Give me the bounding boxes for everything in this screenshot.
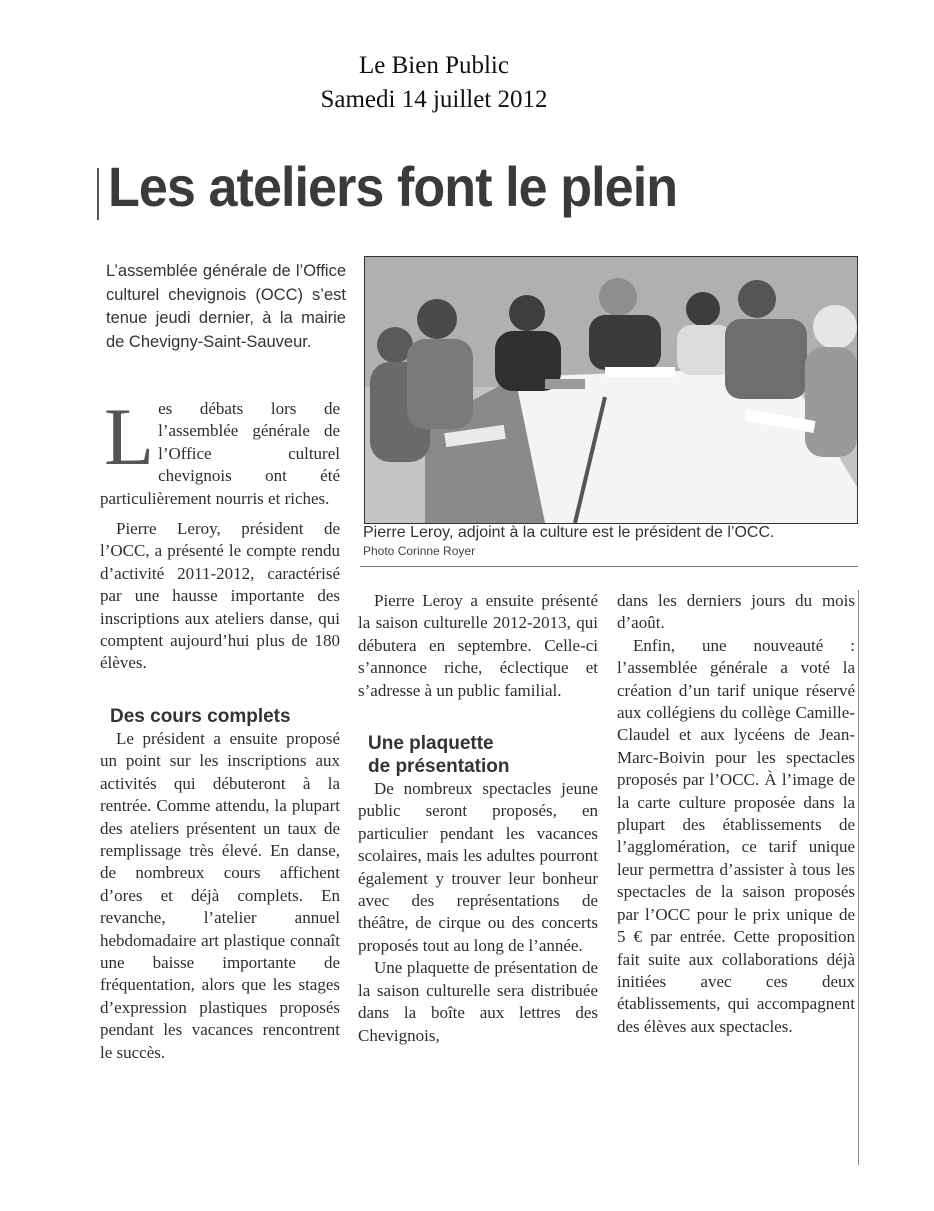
drop-cap: L [104,391,155,482]
article-column-2 [358,590,598,1047]
subheading-line: de présentation [368,756,510,778]
photo-caption: Pierre Leroy, adjoint à la culture est le président de l’OCC. [363,524,775,541]
paragraph: Enfin, une nouveauté : l’assemblée générale a voté la création d’un tarif unique réservé aux collégiens du collège Camille-Claudel et aux lycéens de Jean-Marc-Boivin pour les spectacles proposés par l’OCC. À l’image de la carte culture proposée dans la plupart des établissements de l’agglomération, ce tarif unique leur permettra d’assister à tous les spectacles de la saison proposés par l’OCC pour le prix unique de 5 € par entrée. Cette proposition fait suite aux collaborations déjà initiées avec ces deux établissements, qui accompagnent des élèves aux spectacles. [617,635,855,1036]
publication-date: Samedi 14 juillet 2012 [320,86,548,113]
paragraph: Le président a ensuite proposé un point sur les inscriptions aux activités qui débuteront à la rentrée. Comme attendu, la plupart des ateliers présentent un taux de remplissage très élevé. En danse, de nombreux cours affichent d’ores et déjà complets. En revanche, l’atelier annuel hebdomadaire art plastique connaît une baisse importante de fréquentation, alors que les stages d’expression plastiques proposés pendant les vacances rencontrent le succès. [100,728,340,1062]
paragraph: dans les derniers jours du mois d’août. [617,591,855,633]
article-photo [364,256,858,524]
publication-name: Le Bien Public [359,52,509,79]
subheading [368,732,598,778]
headline: Les ateliers font le plein [108,155,678,218]
subheading-line: Une plaquette [368,733,494,755]
paragraph [100,391,340,510]
subheading: Des cours complets [110,705,291,727]
meeting-photo-image [365,257,857,523]
caption-divider [360,566,858,567]
paragraph: De nombreux spectacles jeune public seront proposés, en particulier pendant les vacances scolaires, mais les adultes pourront également y trouver leur bonheur avec des représentations de théâtre, de cirque ou des concerts proposés tout au long de l’année. [358,779,598,955]
article-column-1 [100,391,340,1064]
paragraph: Une plaquette de présentation de la saison culturelle sera distribuée dans la boîte aux lettres des Chevignois, [358,958,598,1045]
article-lead: L’assemblée générale de l’Office culturel chevignois (OCC) s’est tenue jeudi dernier, à la mairie de Chevigny-Saint-Sauveur. [106,262,346,351]
photo-credit: Photo Corinne Royer [363,544,476,558]
column-rule [858,590,859,1165]
paragraph-text: es débats lors de l’assemblée générale de l’Office culturel chevignois ont été particulièrement nourris et riches. [100,399,340,508]
headline-rule [97,168,99,220]
paragraph: Pierre Leroy a ensuite présenté la saison culturelle 2012-2013, qui débutera en septembre. Celle-ci s’annonce riche, éclectique et s’adresse à un public familial. [358,591,598,700]
article-column-3 [617,590,855,1038]
paragraph: Pierre Leroy, président de l’OCC, a présenté le compte rendu d’activité 2011-2012, caractérisé par une hausse importante des inscriptions aux ateliers danse, qui comptent aujourd’hui plus de 180 élèves. [100,519,340,673]
